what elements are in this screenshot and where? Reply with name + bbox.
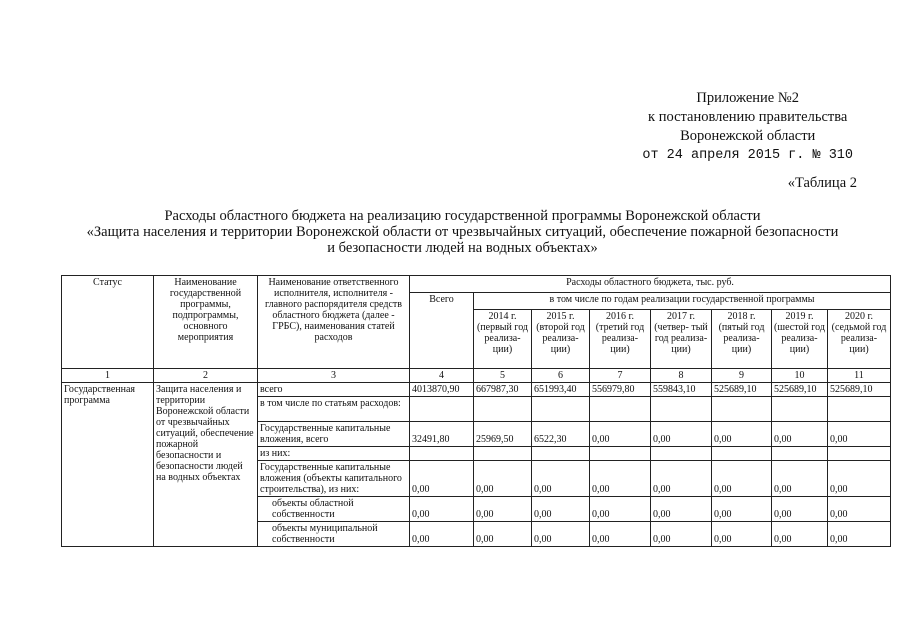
header-program-name: Наименование государственной программы, подпрограммы, основного мероприятия	[154, 276, 258, 369]
value-cell	[828, 397, 891, 422]
value-cell: 0,00	[474, 461, 532, 497]
appendix-reference: к постановлению правительства	[648, 109, 848, 125]
value-cell: 0,00	[474, 522, 532, 547]
value-cell: 0,00	[651, 422, 712, 447]
value-cell: 0,00	[590, 522, 651, 547]
value-cell: 0,00	[410, 461, 474, 497]
value-cell: 0,00	[590, 422, 651, 447]
value-cell: 6522,30	[532, 422, 590, 447]
table-label: «Таблица 2	[787, 175, 857, 191]
row-label: Государственные капитальные вложения (объекты капитального строительства), из них:	[258, 461, 410, 497]
title-line-2: «Защита населения и территории Воронежской области от чрезвычайных ситуаций, обеспечение пожарной безопасности	[86, 224, 839, 240]
header-year-2018: 2018 г. (пятый год реализа- ции)	[712, 310, 772, 369]
value-cell: 0,00	[828, 422, 891, 447]
value-cell: 0,00	[651, 497, 712, 522]
appendix-header	[642, 89, 853, 165]
value-cell: 0,00	[772, 422, 828, 447]
value-cell: 0,00	[651, 522, 712, 547]
value-cell: 4013870,90	[410, 383, 474, 397]
value-cell: 0,00	[828, 522, 891, 547]
row-label: объекты муниципальной собственности	[258, 522, 410, 547]
value-cell	[410, 397, 474, 422]
appendix-date: от 24 апреля 2015 г. № 310	[642, 148, 853, 163]
row-label: Государственные капитальные вложения, всего	[258, 422, 410, 447]
value-cell: 0,00	[828, 461, 891, 497]
document-title	[40, 208, 885, 256]
value-cell	[590, 397, 651, 422]
header-expenses: Расходы областного бюджета, тыс. руб.	[410, 276, 891, 293]
header-year-2016: 2016 г. (третий год реализа- ции)	[590, 310, 651, 369]
column-number: 5	[474, 369, 532, 383]
header-status: Статус	[62, 276, 154, 369]
value-cell: 0,00	[410, 497, 474, 522]
column-number: 8	[651, 369, 712, 383]
expenses-table	[61, 275, 891, 547]
column-number: 11	[828, 369, 891, 383]
value-cell: 0,00	[712, 522, 772, 547]
row-label: из них:	[258, 447, 410, 461]
value-cell: 559843,10	[651, 383, 712, 397]
value-cell: 0,00	[532, 522, 590, 547]
value-cell: 525689,10	[712, 383, 772, 397]
value-cell	[772, 447, 828, 461]
row-label: в том числе по статьям расходов:	[258, 397, 410, 422]
value-cell	[651, 397, 712, 422]
title-line-3: и безопасности людей на водных объектах»	[327, 240, 598, 256]
value-cell: 0,00	[772, 461, 828, 497]
value-cell: 0,00	[474, 497, 532, 522]
column-number: 9	[712, 369, 772, 383]
header-year-2020: 2020 г. (седьмой год реализа- ции)	[828, 310, 891, 369]
column-number: 3	[258, 369, 410, 383]
header-year-2017: 2017 г. (четвер- тый год реализа- ции)	[651, 310, 712, 369]
value-cell: 525689,10	[828, 383, 891, 397]
value-cell: 0,00	[651, 461, 712, 497]
value-cell	[532, 397, 590, 422]
value-cell: 651993,40	[532, 383, 590, 397]
header-by-years: в том числе по годам реализации государственной программы	[474, 293, 891, 310]
value-cell	[532, 447, 590, 461]
value-cell: 32491,80	[410, 422, 474, 447]
value-cell: 0,00	[712, 422, 772, 447]
header-total: Всего	[410, 293, 474, 369]
column-number: 7	[590, 369, 651, 383]
value-cell: 0,00	[712, 497, 772, 522]
value-cell: 0,00	[410, 522, 474, 547]
value-cell	[474, 447, 532, 461]
appendix-region: Воронежской области	[680, 128, 816, 144]
value-cell	[410, 447, 474, 461]
value-cell: 0,00	[828, 497, 891, 522]
value-cell: 0,00	[590, 461, 651, 497]
value-cell	[828, 447, 891, 461]
column-number: 4	[410, 369, 474, 383]
value-cell: 0,00	[532, 497, 590, 522]
column-numbers-row	[62, 369, 891, 383]
column-number: 6	[532, 369, 590, 383]
value-cell: 556979,80	[590, 383, 651, 397]
value-cell: 0,00	[772, 522, 828, 547]
value-cell: 0,00	[772, 497, 828, 522]
value-cell	[712, 397, 772, 422]
program-cell: Защита населения и территории Воронежской области от чрезвычайных ситуаций, обеспечение пожарной безопасности и безопасности людей на водных объектах	[154, 383, 258, 547]
column-number: 10	[772, 369, 828, 383]
value-cell	[590, 447, 651, 461]
value-cell: 0,00	[712, 461, 772, 497]
row-label: объекты областной собственности	[258, 497, 410, 522]
column-number: 2	[154, 369, 258, 383]
value-cell	[772, 397, 828, 422]
header-year-2014: 2014 г. (первый год реализа- ции)	[474, 310, 532, 369]
value-cell: 667987,30	[474, 383, 532, 397]
appendix-title: Приложение №2	[696, 90, 799, 106]
header-year-2019: 2019 г. (шестой год реализа- ции)	[772, 310, 828, 369]
table-row	[62, 383, 891, 397]
row-label: всего	[258, 383, 410, 397]
column-number: 1	[62, 369, 154, 383]
value-cell: 0,00	[532, 461, 590, 497]
status-cell: Государственная программа	[62, 383, 154, 547]
header-year-2015: 2015 г. (второй год реализа- ции)	[532, 310, 590, 369]
value-cell: 525689,10	[772, 383, 828, 397]
header-executor: Наименование ответственного исполнителя, исполнителя - главного распорядителя средств областного бюджета (далее - ГРБС), наименования статей расходов	[258, 276, 410, 369]
value-cell	[474, 397, 532, 422]
value-cell: 0,00	[590, 497, 651, 522]
value-cell	[651, 447, 712, 461]
value-cell	[712, 447, 772, 461]
value-cell: 25969,50	[474, 422, 532, 447]
title-line-1: Расходы областного бюджета на реализацию государственной программы Воронежской области	[164, 208, 761, 224]
